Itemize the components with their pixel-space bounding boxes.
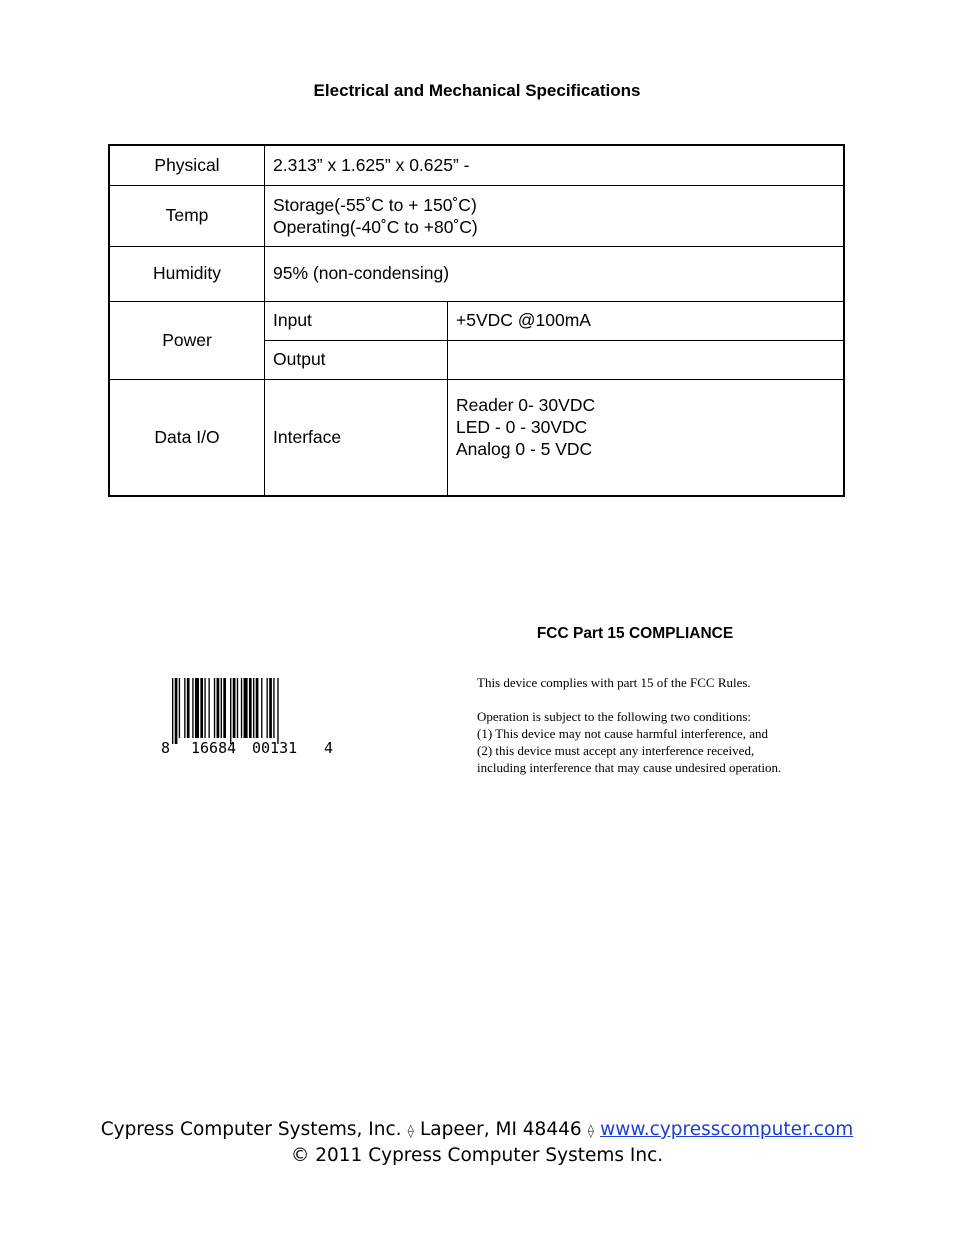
data-io-label: Data I/O [109, 379, 265, 496]
barcode-image [158, 678, 338, 758]
barcode-bar [230, 678, 231, 744]
barcode-bar [192, 678, 193, 738]
table-row [109, 379, 844, 496]
barcode-digit-check: 4 [324, 739, 334, 757]
barcode-bar [277, 678, 278, 744]
barcode-digit-lead: 8 [161, 739, 171, 757]
power-label: Power [109, 301, 265, 379]
fcc-line: including interference that may cause undesired operation. [477, 760, 782, 775]
barcode-bar [221, 678, 222, 738]
barcode-bars [172, 678, 279, 744]
power-output-value [448, 340, 845, 379]
barcode-bar [233, 678, 236, 738]
barcode-bar [249, 678, 252, 738]
company-location: Lapeer, MI 48446 [419, 1119, 582, 1140]
physical-label: Physical [109, 145, 265, 185]
company-name: Cypress Computer Systems, Inc. [100, 1119, 402, 1140]
humidity-label: Humidity [109, 246, 265, 301]
temp-label: Temp [109, 185, 265, 246]
barcode-digits-right: 00131 [252, 739, 298, 757]
fcc-line: This device complies with part 15 of the FCC Rules. [477, 675, 751, 690]
power-input-value: +5VDC @100mA [448, 301, 845, 340]
page-title: Electrical and Mechanical Specifications [313, 81, 641, 100]
fcc-line: (1) This device may not cause harmful interference, and [477, 726, 769, 741]
separator-icon: ⟠ [407, 1124, 414, 1139]
humidity-value: 95% (non-condensing) [265, 246, 845, 301]
temp-value [265, 185, 845, 246]
barcode-bar [244, 678, 248, 738]
barcode-bar [241, 678, 242, 738]
fcc-line: Operation is subject to the following two conditions: [477, 709, 752, 724]
barcode-bar [172, 678, 173, 744]
fcc-text [477, 674, 837, 776]
fcc-title: FCC Part 15 COMPLIANCE [536, 625, 734, 642]
barcode-bar [253, 678, 254, 738]
barcode-bar [195, 678, 199, 738]
physical-value: 2.313” x 1.625” x 0.625” - [265, 145, 845, 185]
barcode-bar [204, 678, 205, 738]
footer [0, 1118, 954, 1168]
barcode-bar [237, 678, 238, 738]
temp-storage: Storage(-55˚C to + 150˚C) [273, 194, 477, 215]
barcode-bar [223, 678, 226, 738]
barcode-bar [200, 678, 203, 738]
barcode-bar [187, 678, 190, 738]
fcc-line: (2) this device must accept any interference received, [477, 743, 755, 758]
barcode-bar [269, 678, 272, 738]
barcode-bar [214, 678, 215, 738]
data-io-interface-label: Interface [265, 379, 448, 496]
separator-icon: ⟠ [587, 1124, 595, 1139]
barcode-bar [217, 678, 220, 738]
barcode-bar [208, 678, 209, 738]
website-link[interactable]: www.cypresscomputer.com [600, 1119, 854, 1140]
data-io-values [448, 379, 845, 496]
specs-table [108, 144, 845, 497]
table-row [109, 301, 844, 340]
temp-operating: Operating(-40˚C to +80˚C) [273, 216, 478, 237]
table-row [109, 246, 844, 301]
footer-line [0, 1118, 954, 1144]
power-input-label: Input [265, 301, 448, 340]
table-row [109, 185, 844, 246]
power-output-label: Output [265, 340, 448, 379]
barcode-bar [175, 678, 178, 744]
barcode-bar [256, 678, 259, 738]
barcode-bar [273, 678, 274, 738]
copyright: © 2011 Cypress Computer Systems Inc. [290, 1145, 664, 1166]
barcode-bar [267, 678, 268, 738]
data-io-reader: Reader 0- 30VDC [456, 394, 596, 415]
barcode-digits-left: 16684 [191, 739, 237, 757]
table-row [109, 145, 844, 185]
data-io-led: LED - 0 - 30VDC [456, 416, 588, 437]
barcode-bar [261, 678, 262, 738]
data-io-analog: Analog 0 - 5 VDC [456, 438, 593, 459]
barcode-bar [179, 678, 180, 738]
barcode-bar [184, 678, 185, 738]
